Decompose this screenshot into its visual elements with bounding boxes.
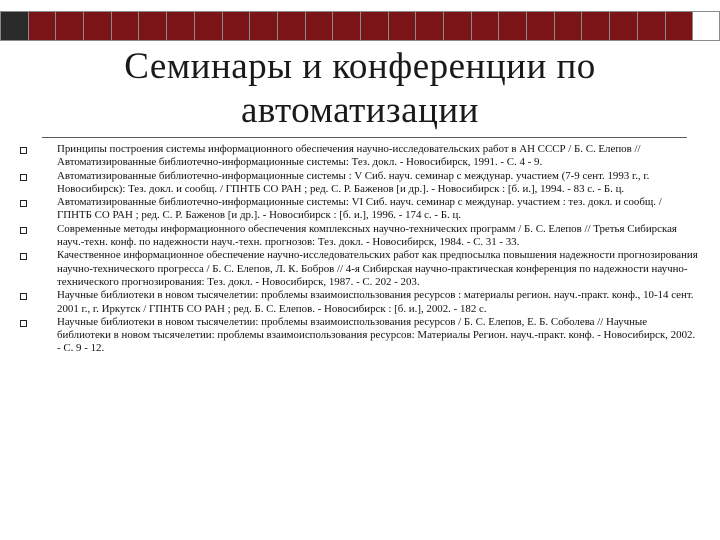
list-item (20, 196, 698, 223)
list-item-text: Автоматизированные библиотечно-информационные системы: VI Сиб. науч. семинар с междунар. участием : тез. докл. и сообщ. / ГПНТБ СО РАН ; ред. С. Р. Баженов [и др.]. - Новосибирск : [б. и.], 1996. - 174 с. - Б. ц. (57, 196, 662, 222)
header-square-red (249, 11, 277, 41)
header-square-red (83, 11, 111, 41)
title-divider (42, 137, 687, 138)
header-square-red (28, 11, 56, 41)
reference-list (20, 143, 698, 356)
square-bullet-icon (20, 174, 27, 181)
list-item (20, 249, 698, 289)
header-square-red (554, 11, 582, 41)
header-square-red (415, 11, 443, 41)
list-item (20, 223, 698, 250)
header-square-red (609, 11, 637, 41)
square-bullet-icon (20, 320, 27, 327)
list-item (20, 316, 698, 356)
list-item-text: Качественное информационное обеспечение научно-исследовательских работ как предпосылка повышения надежности прогнозирования научно-технического прогресса / Б. С. Елепов, Л. К. Бобров // 4-я Сибирская научно-практическая конференция по надежности научно-технического прогнозирования: Тез. докл. - Новосибирск, 1987. - С. 202 - 203. (57, 249, 698, 288)
square-bullet-icon (20, 200, 27, 207)
list-item-text: Принципы построения системы информационного обеспечения научно-исследовательских работ в АН СССР / Б. С. Елепов // Автоматизированные библиотечно-информационные системы: Тез. докл. - Новосибирск, 1991. - С. 4 - 9. (57, 143, 641, 169)
header-square-red (498, 11, 526, 41)
header-square-dark (0, 11, 28, 41)
square-bullet-icon (20, 227, 27, 234)
square-bullet-icon (20, 147, 27, 154)
decorative-header-bar (0, 11, 720, 41)
slide-title (40, 45, 680, 133)
header-square-red (277, 11, 305, 41)
header-square-red (388, 11, 416, 41)
list-item-text: Автоматизированные библиотечно-информационные системы : V Сиб. науч. семинар с междунар. участием (7-9 сент. 1993 г., г. Новосибирск): Тез. докл. и сообщ. / ГПНТБ СО РАН ; ред. С. Р. Баженов [и др.]. - Новосибирск : [б. и.], 1994. - 83 с. - Б. ц. (57, 169, 650, 195)
header-square-red (526, 11, 554, 41)
square-bullet-icon (20, 253, 27, 260)
header-square-red (194, 11, 222, 41)
header-square-red (111, 11, 139, 41)
header-square-red (332, 11, 360, 41)
square-bullet-icon (20, 293, 27, 300)
slide-title-line-1: Семинары и конференции по (124, 46, 596, 87)
list-item (20, 170, 698, 197)
header-square-red (637, 11, 665, 41)
list-item-text: Научные библиотеки в новом тысячелетии: проблемы взаимоиспользования ресурсов : материалы регион. науч.-практ. конф., 10-14 сент. 2001 г., г. Иркутск / ГПНТБ СО РАН ; ред. Б. С. Елепов. - Новосибирск : [б. и.], 2002. - 182 с. (57, 289, 694, 315)
header-square-red (166, 11, 194, 41)
header-square-red (665, 11, 693, 41)
list-item (20, 289, 698, 316)
header-square-red (305, 11, 333, 41)
header-square-red (360, 11, 388, 41)
header-square-red (55, 11, 83, 41)
slide-title-line-2: автоматизации (241, 90, 479, 131)
header-square-red (581, 11, 609, 41)
list-item-text: Современные методы информационного обеспечения комплексных научно-технических программ / Б. С. Елепов // Третья Сибирская науч.-техн. конф. по надежности науч.-техн. прогнозов: Тез. докл. - Новосибирск, 1984. - С. 31 - 33. (57, 222, 677, 249)
header-square-outline (692, 11, 720, 41)
list-item-text: Научные библиотеки в новом тысячелетии: проблемы взаимоиспользования ресурсов / Б. С. Елепов, Е. Б. Соболева // Научные библиотеки в новом тысячелетии: проблемы взаимоиспользования ресурсов: Материалы Регион. науч.-практ. конф. - Новосибирск, 2002. - С. 9 - 12. (57, 315, 696, 355)
header-square-red (222, 11, 250, 41)
header-square-red (471, 11, 499, 41)
header-square-red (443, 11, 471, 41)
list-item (20, 143, 698, 170)
header-square-red (138, 11, 166, 41)
